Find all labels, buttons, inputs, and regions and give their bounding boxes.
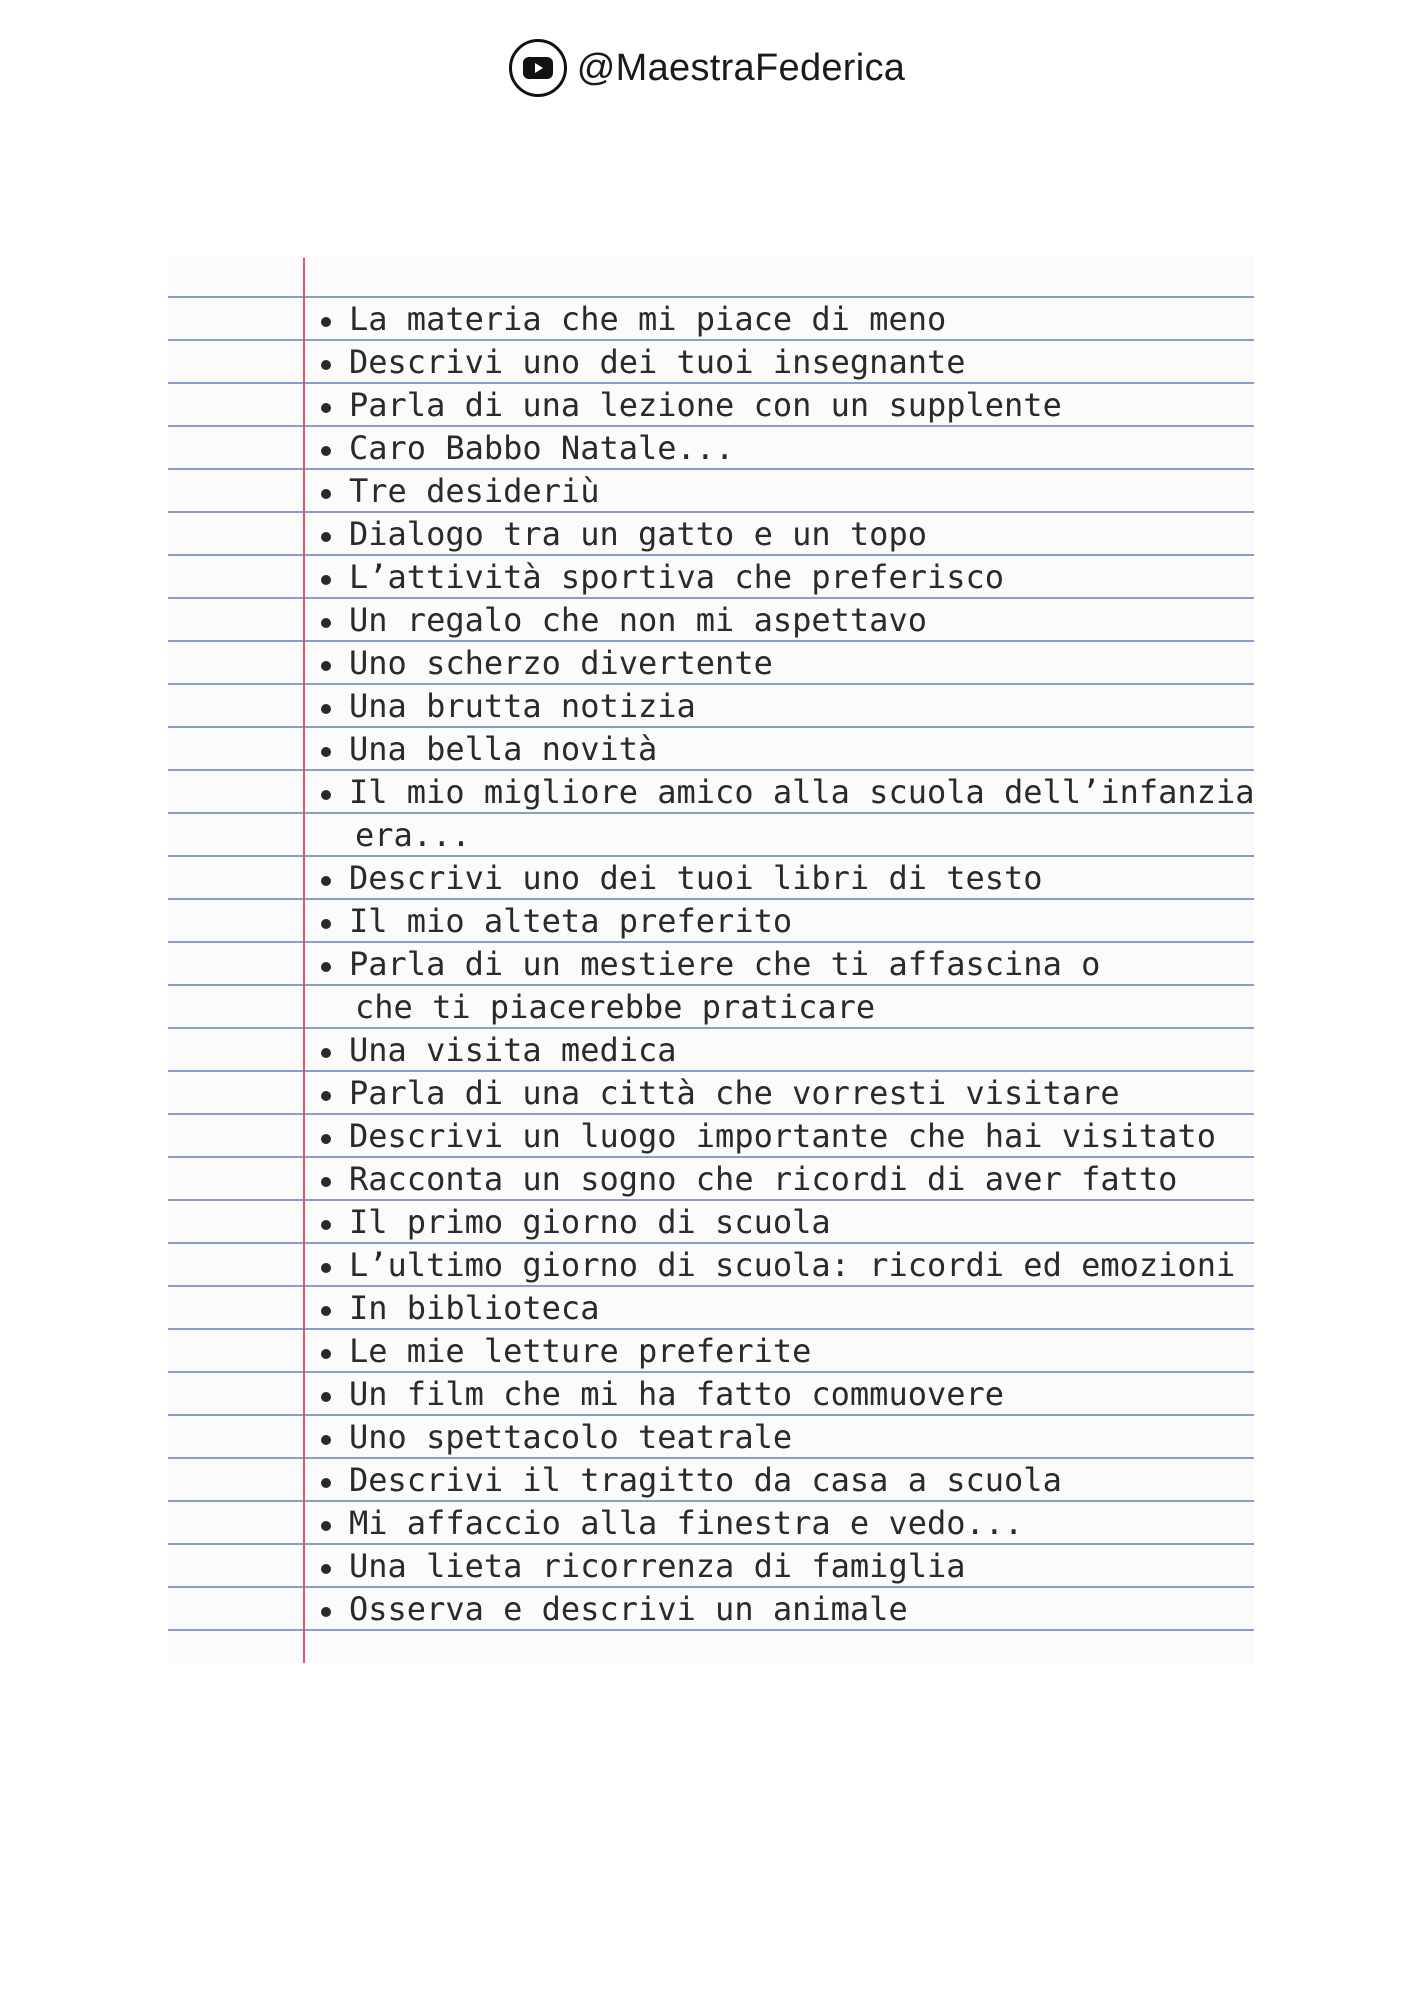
bullet-icon — [321, 1478, 331, 1488]
topic-text: Tre desideriù — [349, 472, 600, 510]
list-item — [321, 1500, 1023, 1543]
bullet-icon — [321, 1521, 331, 1531]
topic-text: L’ultimo giorno di scuola: ricordi ed emozioni — [349, 1246, 1236, 1284]
list-item — [321, 941, 1100, 984]
topic-text: Il primo giorno di scuola — [349, 1203, 831, 1241]
topic-text: era... — [355, 816, 471, 854]
topic-text: Mi affaccio alla finestra e vedo... — [349, 1504, 1024, 1542]
bullet-icon — [321, 876, 331, 886]
list-item — [321, 769, 1254, 812]
list-item — [321, 339, 966, 382]
list-item — [321, 1070, 1120, 1113]
topic-text: Una bella novità — [349, 730, 658, 768]
topic-text: Il mio alteta preferito — [349, 902, 793, 940]
topic-text: In biblioteca — [349, 1289, 600, 1327]
topic-text: Caro Babbo Natale... — [349, 429, 735, 467]
list-item — [321, 1371, 1004, 1414]
margin-line — [303, 258, 305, 1663]
topic-text: Uno spettacolo teatrale — [349, 1418, 793, 1456]
list-item — [321, 640, 773, 683]
list-item — [321, 425, 734, 468]
bullet-icon — [321, 704, 331, 714]
topic-text: Il mio migliore amico alla scuola dell’infanzia — [349, 773, 1255, 811]
bullet-icon — [321, 317, 331, 327]
list-item — [321, 855, 1043, 898]
list-item — [321, 1414, 792, 1457]
bullet-icon — [321, 1220, 331, 1230]
bullet-icon — [321, 1607, 331, 1617]
ruled-line — [168, 812, 1254, 814]
bullet-icon — [321, 1263, 331, 1273]
bullet-icon — [321, 919, 331, 929]
channel-handle[interactable]: @MaestraFederica — [576, 46, 906, 89]
list-item — [321, 1285, 599, 1328]
topic-text: Descrivi un luogo importante che hai visitato — [349, 1117, 1216, 1155]
topic-text: Uno scherzo divertente — [349, 644, 773, 682]
list-item — [321, 1199, 831, 1242]
bullet-icon — [321, 1349, 331, 1359]
list-item — [321, 296, 946, 339]
bullet-icon — [321, 446, 331, 456]
topic-text: Dialogo tra un gatto e un topo — [349, 515, 927, 553]
bullet-icon — [321, 1435, 331, 1445]
list-item — [321, 1027, 677, 1070]
topic-text: Descrivi il tragitto da casa a scuola — [349, 1461, 1062, 1499]
list-item — [321, 511, 927, 554]
topic-text: Le mie letture preferite — [349, 1332, 812, 1370]
bullet-icon — [321, 661, 331, 671]
list-item — [321, 1156, 1177, 1199]
bullet-icon — [321, 747, 331, 757]
list-item — [321, 1113, 1216, 1156]
youtube-icon[interactable] — [509, 39, 567, 97]
bullet-icon — [321, 1177, 331, 1187]
bullet-icon — [321, 532, 331, 542]
bullet-icon — [321, 403, 331, 413]
list-item — [321, 554, 1004, 597]
list-item — [321, 1543, 966, 1586]
topic-text: Una brutta notizia — [349, 687, 696, 725]
bullet-icon — [321, 962, 331, 972]
topic-text: Parla di una città che vorresti visitare — [349, 1074, 1120, 1112]
bullet-icon — [321, 618, 331, 628]
bullet-icon — [321, 1048, 331, 1058]
list-item — [321, 382, 1062, 425]
list-item — [321, 898, 792, 941]
list-item — [321, 1328, 811, 1371]
topic-text: Parla di una lezione con un supplente — [349, 386, 1062, 424]
list-item-continuation — [355, 984, 875, 1027]
list-item-continuation — [355, 812, 471, 855]
topic-text: Un regalo che non mi aspettavo — [349, 601, 927, 639]
bullet-icon — [321, 1564, 331, 1574]
topic-text: La materia che mi piace di meno — [349, 300, 947, 338]
topic-text: Descrivi uno dei tuoi libri di testo — [349, 859, 1043, 897]
bullet-icon — [321, 790, 331, 800]
topic-text: Racconta un sogno che ricordi di aver fatto — [349, 1160, 1178, 1198]
topic-text: Osserva e descrivi un animale — [349, 1590, 908, 1628]
list-item — [321, 683, 696, 726]
list-item — [321, 468, 599, 511]
topic-text: Descrivi uno dei tuoi insegnante — [349, 343, 966, 381]
bullet-icon — [321, 1091, 331, 1101]
channel-header — [0, 36, 1414, 100]
bullet-icon — [321, 575, 331, 585]
topic-text: Un film che mi ha fatto commuovere — [349, 1375, 1005, 1413]
bullet-icon — [321, 1134, 331, 1144]
list-item — [321, 1586, 908, 1629]
list-item — [321, 726, 657, 769]
bullet-icon — [321, 1306, 331, 1316]
bullet-icon — [321, 489, 331, 499]
list-item — [321, 1457, 1062, 1500]
ruled-line — [168, 1629, 1254, 1631]
bullet-icon — [321, 360, 331, 370]
topic-text: che ti piacerebbe praticare — [355, 988, 876, 1026]
topic-text: L’attività sportiva che preferisco — [349, 558, 1005, 596]
list-item — [321, 597, 927, 640]
lined-paper — [168, 256, 1254, 1663]
list-item — [321, 1242, 1235, 1285]
topic-text: Una lieta ricorrenza di famiglia — [349, 1547, 966, 1585]
topic-text: Una visita medica — [349, 1031, 677, 1069]
bullet-icon — [321, 1392, 331, 1402]
topic-text: Parla di un mestiere che ti affascina o — [349, 945, 1101, 983]
